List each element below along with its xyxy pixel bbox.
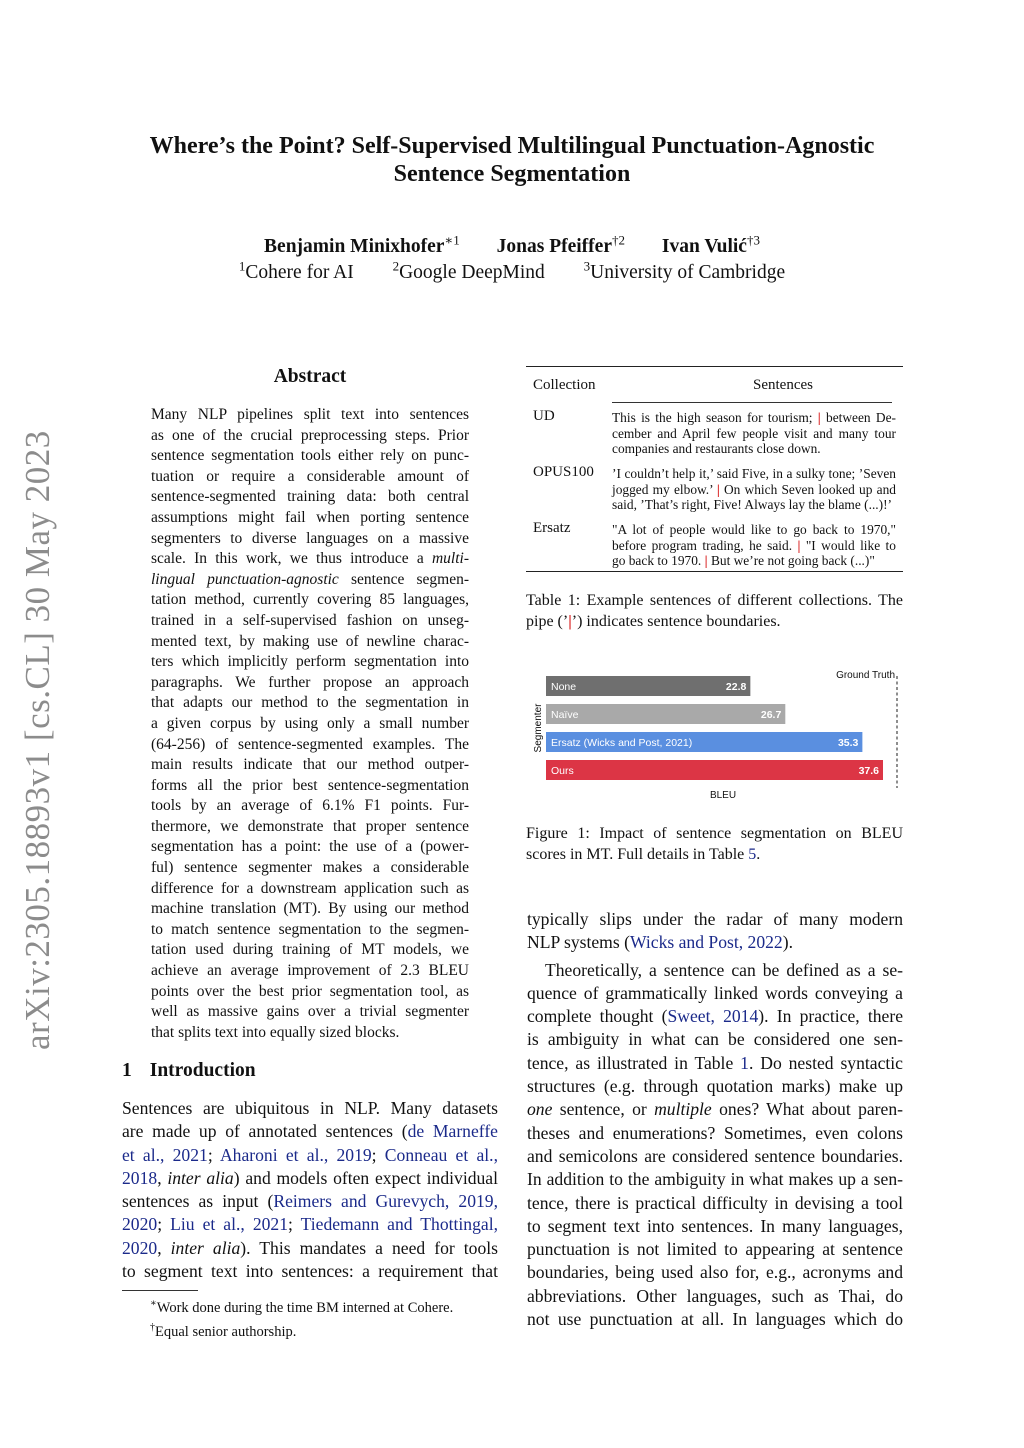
body-line: theses and enumerations? Sometimes, even colons	[527, 1122, 903, 1143]
text-span: This is the high season for tourism;	[612, 410, 813, 425]
citation-link[interactable]: Reimers and Gurevych, 2019,	[273, 1191, 498, 1212]
body-line: In addition to the ambiguity in what makes up a sen-	[527, 1169, 903, 1190]
text-span: complete thought (	[527, 1006, 668, 1027]
body-line: and semicolons are considered sentence boundaries.	[527, 1145, 903, 1166]
table-ref-link[interactable]: 1	[740, 1052, 749, 1073]
citation-link[interactable]: 2018	[122, 1167, 158, 1188]
abstract-line: Many NLP pipelines split text into sentences	[151, 406, 469, 423]
table-1	[526, 366, 903, 572]
abstract-line: achieve an average improvement of 2.3 BLEU	[151, 962, 469, 980]
abstract-line: as one of the crucial preprocessing steps. Prior	[151, 426, 469, 444]
abstract-line: that adapts our method to the segmentation in	[151, 694, 469, 712]
citation-link[interactable]: Aharoni et al., 2019	[219, 1144, 372, 1165]
footnote-text: Work done during the time BM interned at Cohere.	[156, 1299, 454, 1316]
body-line: not use punctuation at all. In languages which do	[527, 1309, 903, 1330]
text-span: "I would like to	[805, 537, 896, 553]
affiliation-2-name: Google DeepMind	[399, 261, 545, 283]
abstract-line: lingual punctuation-agnostic sentence segmen-	[151, 570, 469, 588]
sentence-line: cember and April few people visit and many tour	[612, 425, 896, 441]
text-span: pipe (’	[526, 613, 569, 630]
intro-line: to segment text into sentences: a requirement that	[122, 1261, 498, 1282]
bar-category-label: None	[551, 681, 577, 693]
author-line	[100, 232, 924, 258]
sentence-line: companies and restaurants close down.	[612, 441, 821, 457]
abstract-line: well as massive gains over a trivial segmenter	[151, 1003, 469, 1021]
abstract-line: ters which implicitly perform segmentation into	[151, 653, 469, 671]
collection-cell: UD	[533, 408, 555, 424]
abstract-line: ful) sentence segmenter makes a considerable	[151, 859, 469, 877]
sentence-line	[612, 482, 896, 498]
affiliation-line	[100, 258, 924, 284]
figure-1-bar-chart	[526, 660, 904, 805]
bars-group	[546, 676, 883, 780]
text-span: ;	[371, 1144, 385, 1165]
abstract-line: paragraphs. We further propose an approach	[151, 673, 469, 691]
author-3-name: Ivan Vulić	[661, 235, 747, 257]
intro-line	[122, 1167, 498, 1190]
text-span: sentences as input (	[122, 1191, 274, 1212]
title-line-2: Sentence Segmentation	[393, 161, 631, 187]
abstract-line: tools by an average of 6.1% F1 points. Fur-	[151, 797, 469, 815]
affiliation-2	[392, 258, 545, 283]
citation-link[interactable]: Liu et al., 2021	[170, 1214, 289, 1235]
affiliation-1-name: Cohere for AI	[245, 261, 354, 283]
sentence-line: ’I couldn’t help it,’ said Five, in a sulky tone; ’Seven	[612, 466, 896, 481]
table-row	[526, 515, 903, 571]
bar-category-label: Ersatz (Wicks and Post, 2021)	[551, 737, 693, 749]
text-span: ;	[288, 1214, 301, 1235]
abstract-line: tation method, currently covering 85 languages,	[151, 591, 469, 609]
bar-value-label: 35.3	[837, 737, 859, 749]
intro-line	[122, 1190, 498, 1213]
abstract-line: trained in a self-supervised fashion on unseg-	[151, 611, 469, 629]
bar-category-label: Naïve	[551, 709, 579, 721]
intro-line	[122, 1144, 498, 1167]
text-span: tence, as illustrated in Table	[527, 1052, 741, 1073]
caption-line: Figure 1: Impact of sentence segmentation on BLEU	[526, 825, 903, 842]
abstract-line: machine translation (MT). By using our method	[151, 900, 469, 918]
abstract-line: mented text, by making use of newline charac-	[151, 632, 469, 650]
sentence-line	[612, 410, 896, 426]
table-1-caption	[526, 590, 903, 632]
italic-text: lingual punctuation-agnostic	[151, 570, 339, 588]
body-line: is ambiguity in what can be considered one sen-	[527, 1029, 903, 1050]
column-header-collection: Collection	[533, 377, 596, 393]
x-axis-label: BLEU	[709, 790, 737, 801]
body-line: abbreviations. Other languages, such as Thai, do	[527, 1285, 903, 1306]
text-span: ;	[157, 1214, 171, 1235]
bar-value-label: 37.6	[858, 765, 879, 777]
author-1-mark: ∗1	[444, 232, 460, 247]
text-span: . Do nested syntactic	[748, 1052, 903, 1073]
boundary-pipe: |	[817, 410, 821, 425]
bar-category-label: Ours	[551, 765, 574, 777]
body-line: punctuation is not limited to appearing at sentence	[527, 1239, 903, 1260]
footnotes	[122, 1294, 453, 1342]
author-1	[264, 232, 460, 257]
affiliation-3-name: University of Cambridge	[590, 261, 786, 283]
text-span: NLP systems (	[527, 932, 630, 953]
abstract-line: difference for a downstream application such as	[151, 879, 469, 897]
text-span: ,	[157, 1167, 168, 1188]
text-span: On which Seven looked up and	[723, 481, 896, 497]
right-column-text	[527, 908, 903, 1331]
abstract-line: tuation or require a considerable amount of	[151, 467, 469, 485]
italic-text: inter alia	[170, 1237, 241, 1258]
italic-text: multiple	[654, 1099, 712, 1120]
section-number: 1	[122, 1060, 132, 1081]
abstract-line: that splits text into equally sized blocks.	[151, 1023, 400, 1041]
collection-cell: Ersatz	[533, 520, 571, 536]
text-span: are made up of annotated sentences (	[122, 1121, 408, 1142]
text-span: sentence, or	[552, 1099, 655, 1120]
title-line-1: Where’s the Point? Self-Supervised Multilingual Punctuation-Agnostic	[149, 133, 875, 159]
body-line: structures (e.g. through quotation marks) make up	[527, 1076, 903, 1097]
text-span: scores in MT. Full details in Table	[526, 846, 749, 863]
text-span: jogged my elbow.’	[612, 481, 713, 497]
text-span: go back to 1970.	[612, 553, 702, 569]
author-3-mark: †3	[746, 232, 760, 247]
abstract-line: sentence segmentation tools either rely on punc-	[151, 447, 469, 465]
abstract-line: sentence-segmented training data: both central	[151, 488, 469, 506]
footnote	[122, 1294, 453, 1318]
author-3	[661, 232, 760, 257]
boundary-pipe: |	[797, 537, 801, 553]
abstract-line: scale. In this work, we thus introduce a multi-	[151, 550, 469, 568]
paper-title	[100, 132, 924, 188]
abstract-heading: Abstract	[273, 366, 347, 387]
section-title: Introduction	[149, 1060, 256, 1081]
abstract-line: segmenters to diverse languages on a massive	[151, 529, 469, 547]
table-header	[526, 367, 903, 403]
bar-value-label: 26.7	[760, 709, 782, 721]
sentence-line	[612, 553, 896, 569]
affiliation-2-num: 2	[392, 258, 400, 273]
affiliation-1	[238, 258, 354, 283]
italic-text: one	[527, 1099, 553, 1120]
intro-line	[122, 1237, 498, 1260]
body-line: tence, there is practical difficulty in devising a tool	[527, 1192, 903, 1213]
text-span: ones? What about paren-	[711, 1099, 903, 1120]
abstract-line: forms all the prior best sentence-segmentation	[151, 776, 469, 794]
body-line: boundaries, being used also for, e.g., acronyms and	[527, 1262, 903, 1283]
body-line	[527, 931, 903, 954]
citation-link[interactable]: Wicks and Post, 2022	[629, 932, 783, 953]
citation-link[interactable]: 2020	[122, 1237, 158, 1258]
table-row	[526, 459, 903, 515]
affiliation-3	[583, 258, 786, 283]
table-bottom-rule	[526, 571, 903, 572]
intro-line	[122, 1120, 498, 1143]
citation-link[interactable]: de Marneffe	[407, 1121, 498, 1142]
caption-line: Table 1: Example sentences of different collections. The	[526, 592, 903, 609]
body-line: typically slips under the radar of many modern	[527, 909, 903, 929]
footnote	[122, 1318, 453, 1342]
text-span: ). In practice, there	[758, 1006, 904, 1027]
italic-text: inter alia	[167, 1167, 234, 1188]
body-line	[527, 1052, 903, 1075]
abstract-line: thermore, we demonstrate that proper sentence	[151, 817, 469, 835]
author-1-name: Benjamin Minixhofer	[264, 235, 445, 257]
abstract-body	[151, 405, 469, 1043]
intro-line: Sentences are ubiquitous in NLP. Many datasets	[122, 1098, 498, 1118]
footnote-mark: ∗	[150, 1298, 157, 1309]
body-line	[527, 1005, 903, 1028]
intro-line	[122, 1213, 498, 1236]
table-ref-link[interactable]: 5	[748, 846, 757, 863]
author-2-mark: †2	[611, 232, 625, 247]
intro-paragraph	[122, 1097, 498, 1283]
bar-value-label: 22.8	[725, 681, 747, 693]
caption-line	[526, 844, 903, 865]
text-span: ). This mandates a need for tools	[240, 1237, 499, 1258]
table-row	[526, 403, 903, 459]
ground-truth-label: Ground Truth	[836, 670, 895, 681]
bar-naive	[546, 704, 785, 724]
bar-none	[546, 676, 750, 696]
affiliation-3-num: 3	[583, 258, 591, 273]
text-span: ) and models often expect individual	[233, 1167, 499, 1188]
footnote-mark: †	[150, 1321, 155, 1333]
abstract-line: (64-256) of sentence-segmented examples. The	[151, 735, 469, 753]
abstract-line: a given corpus by using only a small number	[151, 714, 469, 732]
text-span: .	[756, 846, 761, 863]
citation-link[interactable]: Conneau et al.,	[384, 1144, 498, 1165]
bar-ours	[546, 760, 883, 780]
boundary-pipe: |	[704, 553, 708, 569]
abstract-line: assumptions might fail when porting sentence	[151, 508, 469, 526]
figure-1-caption	[526, 823, 903, 865]
sentences-cell	[612, 410, 896, 457]
collection-cell: OPUS100	[533, 464, 594, 480]
sentences-cell	[612, 466, 896, 513]
author-2-name: Jonas Pfeiffer	[496, 235, 612, 257]
text-span: But we’re not going back (...)"	[710, 553, 875, 569]
citation-link[interactable]: Tiedemann and Thottingal,	[300, 1214, 498, 1235]
text-span: before program trading, he said.	[612, 537, 793, 553]
sentence-line	[612, 538, 896, 554]
section-heading-introduction	[122, 1060, 256, 1082]
text-span: ,	[157, 1237, 171, 1258]
body-line: to segment text into sentences. In many languages,	[527, 1215, 903, 1236]
y-axis-label: Segmenter	[533, 703, 544, 753]
citation-link[interactable]: et al., 2021	[122, 1144, 208, 1165]
abstract-line: tation used during training of MT models, we	[151, 941, 469, 959]
body-line	[527, 1098, 903, 1121]
text-span: ).	[782, 932, 793, 953]
body-line: quence of grammatically linked words conveying a	[527, 982, 903, 1003]
sentence-line: said, ’That’s right, Five! Always lay the blame (...)!’	[612, 497, 893, 513]
text-span: ’) indicates sentence boundaries.	[571, 613, 781, 630]
abstract-line: main results indicate that our method outper-	[151, 756, 469, 774]
text-span: between De-	[826, 410, 896, 425]
sentences-cell	[612, 522, 896, 569]
footnote-rule	[122, 1290, 198, 1291]
abstract-line: points over the best prior segmentation tool, as	[151, 982, 469, 1000]
text-span: ;	[207, 1144, 220, 1165]
citation-link[interactable]: 2020	[122, 1214, 158, 1235]
footnote-text: Equal senior authorship.	[155, 1323, 297, 1340]
caption-line	[526, 611, 903, 632]
arxiv-stamp: arXiv:2305.18893v1 [cs.CL] 30 May 2023	[18, 430, 57, 1050]
abstract-line: to match sentence segmentation to the segmen-	[151, 920, 469, 938]
italic-text: multi-	[431, 550, 469, 568]
affiliation-1-num: 1	[238, 258, 246, 273]
author-2	[496, 232, 625, 257]
citation-link[interactable]: Sweet, 2014	[667, 1006, 759, 1027]
sentence-line: "A lot of people would like to go back to 1970,"	[612, 522, 896, 537]
boundary-pipe: |	[568, 613, 572, 630]
column-header-sentences: Sentences	[753, 377, 813, 393]
boundary-pipe: |	[716, 481, 720, 497]
abstract-line: segmentation has a point: the use of a (power-	[151, 838, 469, 856]
body-line: Theoretically, a sentence can be defined as a se-	[545, 959, 903, 980]
